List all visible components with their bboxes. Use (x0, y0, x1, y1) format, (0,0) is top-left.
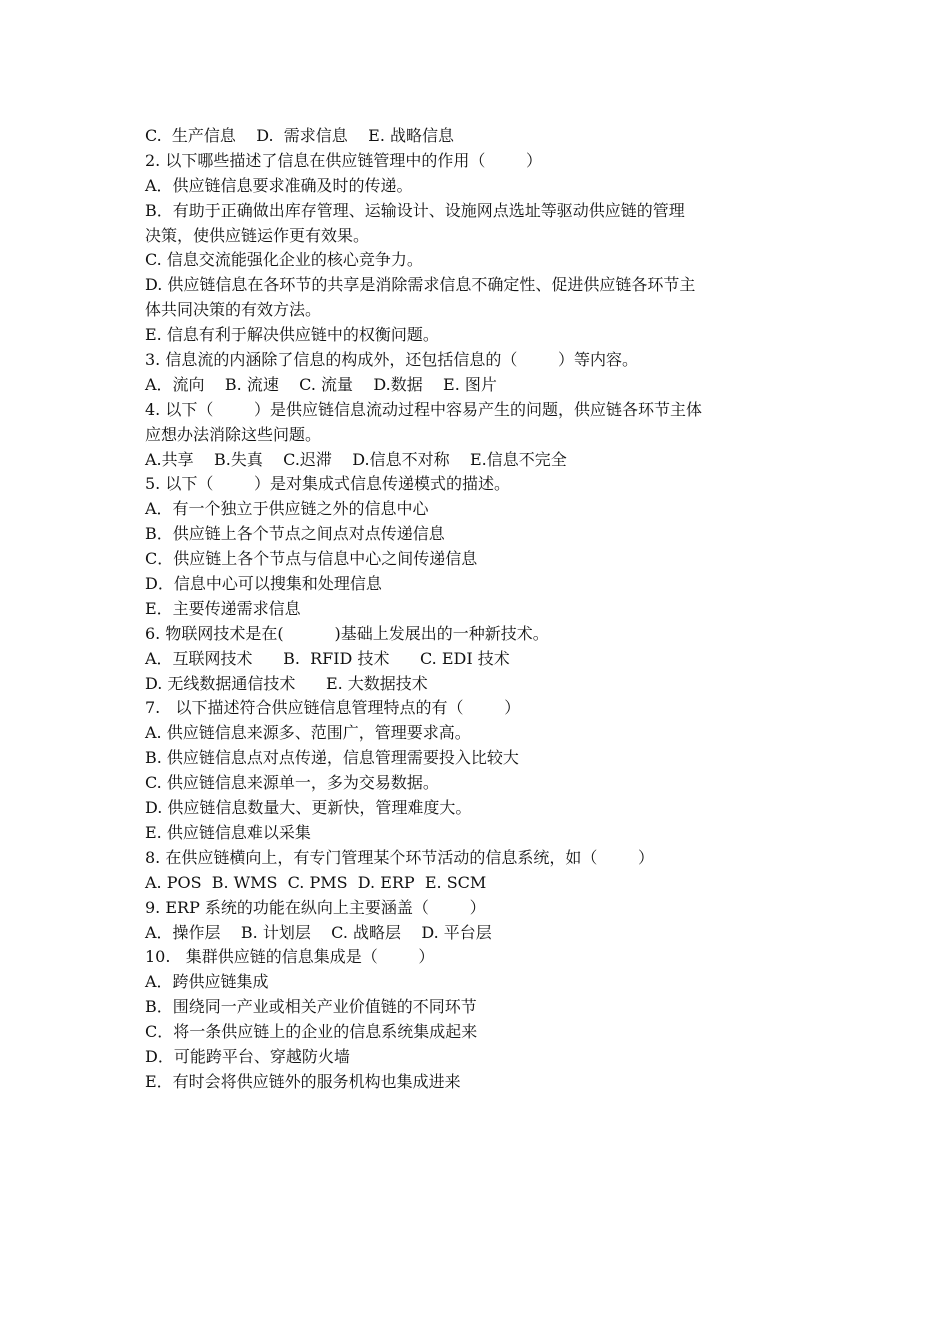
question-4: 4. 以下（ ）是供应链信息流动过程中容易产生的问题，供应链各环节主体 (145, 399, 703, 419)
question-10: 10. 集群供应链的信息集成是（ ） (145, 947, 435, 967)
text-line: 体共同决策的有效方法。 (145, 300, 322, 320)
option-d: D. 供应链信息数量大、更新快，管理难度大。 (145, 798, 472, 818)
option-d: D．信息中心可以搜集和处理信息 (145, 574, 382, 594)
option-a: A．有一个独立于供应链之外的信息中心 (145, 499, 429, 519)
option-c: C. 供应链信息来源单一，多为交易数据。 (145, 773, 439, 793)
option-a: A．跨供应链集成 (145, 972, 269, 992)
option-a: A．供应链信息要求准确及时的传递。 (145, 175, 413, 195)
question-2: 2. 以下哪些描述了信息在供应链管理中的作用（ ） (145, 150, 543, 170)
options-line: A．流向 B. 流速 C. 流量 D.数据 E. 图片 (145, 374, 497, 394)
options-line: D. 无线数据通信技术 E. 大数据技术 (145, 673, 428, 693)
option-b: B．围绕同一产业或相关产业价值链的不同环节 (145, 997, 477, 1017)
question-8: 8. 在供应链横向上，有专门管理某个环节活动的信息系统，如（ ） (145, 847, 655, 867)
option-c: C．将一条供应链上的企业的信息系统集成起来 (145, 1022, 478, 1042)
option-b: B. 供应链信息点对点传递，信息管理需要投入比较大 (145, 748, 519, 768)
option-e: E．主要传递需求信息 (145, 598, 301, 618)
question-7: 7. 以下描述符合供应链信息管理特点的有（ ） (145, 698, 521, 718)
document-body (145, 124, 815, 1095)
question-3: 3. 信息流的内涵除了信息的构成外，还包括信息的（ ）等内容。 (145, 350, 639, 370)
options-line: A．互联网技术 B. RFID 技术 C. EDI 技术 (145, 648, 510, 668)
option-c: C. 信息交流能强化企业的核心竞争力。 (145, 250, 423, 270)
options-line: A．操作层 B. 计划层 C. 战略层 D. 平台层 (145, 922, 492, 942)
option-c: C．供应链上各个节点与信息中心之间传递信息 (145, 549, 478, 569)
text-line: 决策，使供应链运作更有效果。 (145, 225, 370, 245)
question-6: 6. 物联网技术是在( )基础上发展出的一种新技术。 (145, 623, 549, 643)
text-line: C. 生产信息 D. 需求信息 E. 战略信息 (145, 126, 454, 145)
options-line: A.共享 B.失真 C.迟滞 D.信息不对称 E.信息不完全 (145, 449, 567, 469)
option-b: B．供应链上各个节点之间点对点传递信息 (145, 524, 445, 544)
option-d: D．可能跨平台、穿越防火墙 (145, 1046, 350, 1066)
question-9: 9. ERP 系统的功能在纵向上主要涵盖（ ） (145, 897, 486, 917)
option-e: E．有时会将供应链外的服务机构也集成进来 (145, 1071, 461, 1091)
option-e: E. 信息有利于解决供应链中的权衡问题。 (145, 325, 439, 345)
option-e: E. 供应链信息难以采集 (145, 822, 311, 842)
text-line: 应想办法消除这些问题。 (145, 424, 322, 444)
option-a: A. 供应链信息来源多、范围广，管理要求高。 (145, 723, 471, 743)
option-d: D. 供应链信息在各环节的共享是消除需求信息不确定性、促进供应链各环节主 (145, 275, 696, 295)
options-line: A. POS B. WMS C. PMS D. ERP E. SCM (145, 872, 487, 892)
question-5: 5. 以下（ ）是对集成式信息传递模式的描述。 (145, 474, 511, 494)
option-b: B．有助于正确做出库存管理、运输设计、设施网点选址等驱动供应链的管理 (145, 200, 685, 220)
